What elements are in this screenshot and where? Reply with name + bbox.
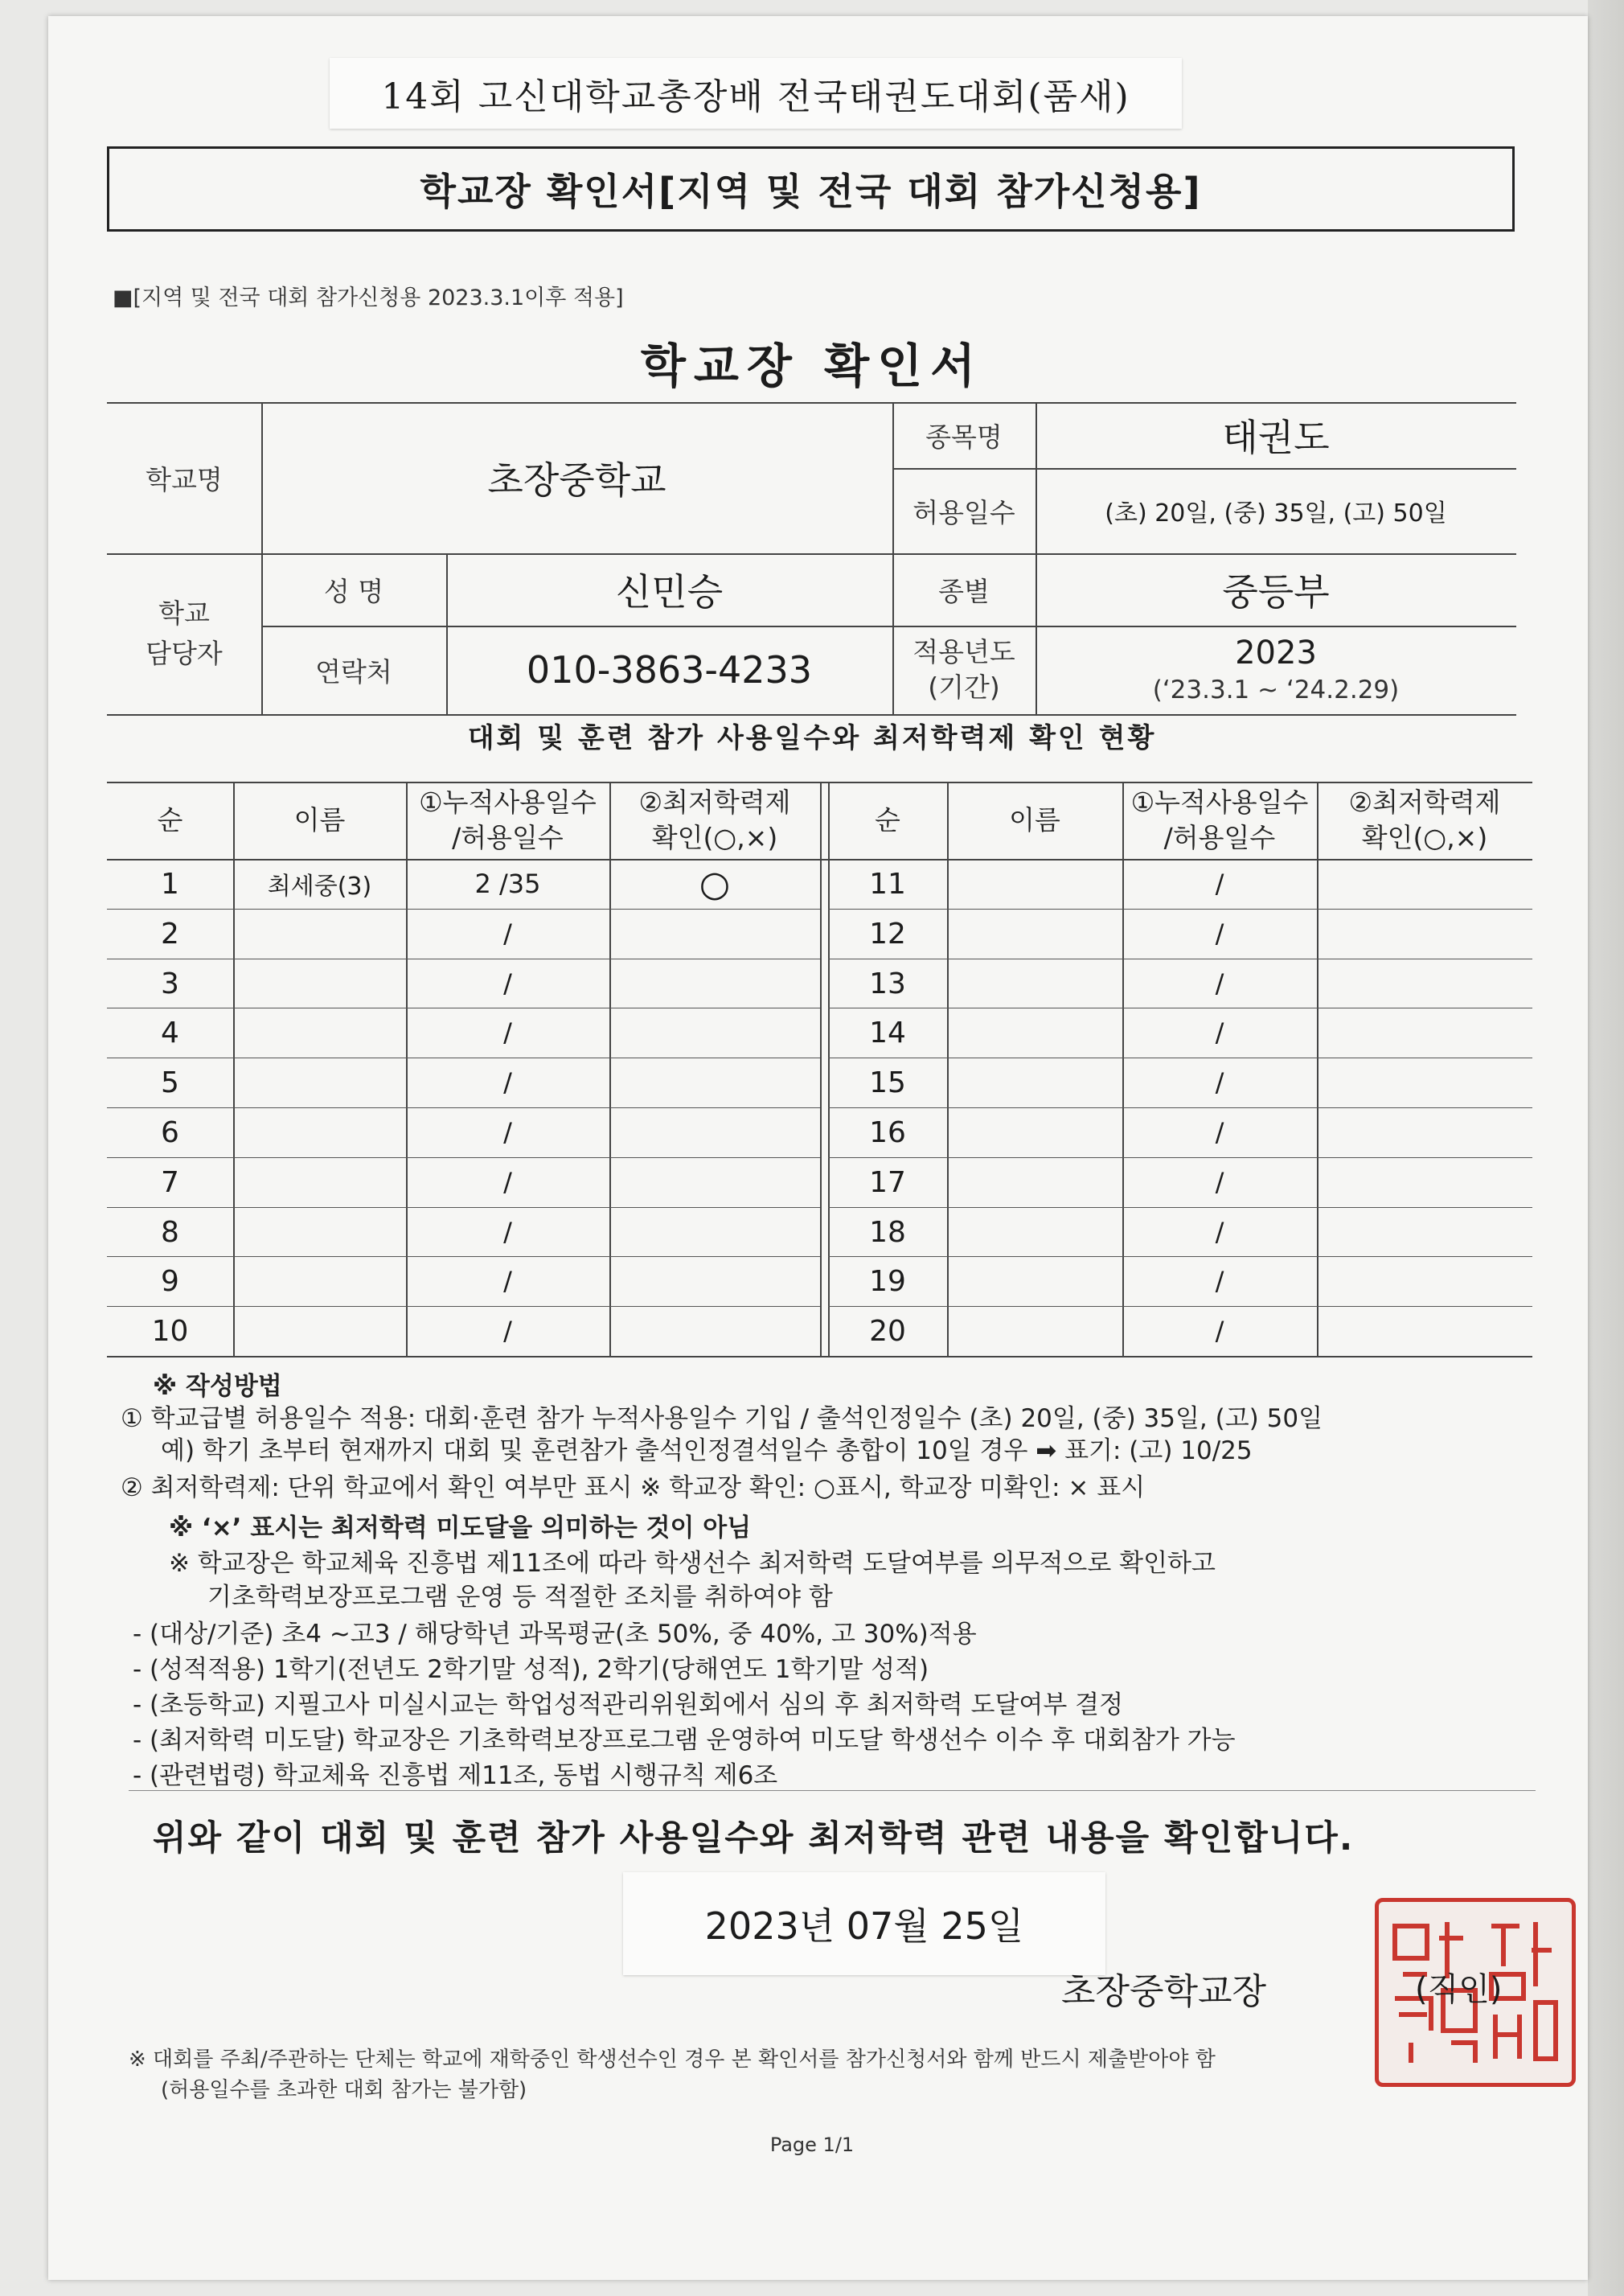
- division-value: 중등부: [1222, 570, 1330, 614]
- applicability-note: ■[지역 및 전국 대회 참가신청용 2023.3.1이후 적용]: [113, 285, 624, 310]
- left-row-3-seq: 3: [161, 967, 179, 1000]
- header-minimum-right: [1317, 782, 1532, 859]
- right-row-15-name: [947, 1058, 1122, 1107]
- right-row-11-seq: 11: [869, 867, 906, 901]
- year-period: (‘23.3.1 ~ ‘24.2.29): [1152, 676, 1400, 704]
- header-seq-right: 순: [875, 804, 900, 836]
- right-row-20-days: /: [1215, 1316, 1224, 1346]
- right-row-12-seq: 12: [869, 917, 906, 951]
- instruction-item2-line2: ※ ‘×’ 표시는 최저학력 미도달을 의미하는 것이 아님: [169, 1514, 752, 1542]
- header-minimum-left: [609, 782, 820, 859]
- left-row-4-confirmed: [609, 1008, 820, 1058]
- status-table-line: [820, 782, 822, 1356]
- right-row-18-name: [947, 1207, 1122, 1257]
- left-row-9-days: /: [503, 1266, 512, 1296]
- right-row-18-days: /: [1215, 1217, 1224, 1247]
- left-row-7-days: /: [503, 1167, 512, 1197]
- instruction-item1-line2: 예) 학기 초부터 현재까지 대회 및 훈련참가 출석인정결석일수 총합이 10일 경우 ➡ 표기: (고) 10/25: [161, 1436, 1253, 1465]
- right-row-19-days: /: [1215, 1266, 1224, 1296]
- instructions-heading: ※ 작성방법: [153, 1372, 282, 1401]
- right-row-15-days: /: [1215, 1067, 1224, 1098]
- year-value: 2023: [1235, 635, 1317, 672]
- year-cell: [1036, 626, 1516, 714]
- year-label: 적용년도 (기간): [912, 636, 1015, 703]
- footer-note-line1: ※ 대회를 주최/주관하는 단체는 학교에 재학중인 학생선수인 경우 본 확인서를 참가신청서와 함께 반드시 제출받아야 함: [129, 2048, 1216, 2072]
- right-row-17-days: /: [1215, 1167, 1224, 1197]
- header-days-left: [406, 782, 609, 859]
- page-number: Page 1/1: [769, 2134, 855, 2156]
- header-minimum-line2: 확인(○,×): [651, 822, 778, 853]
- header-minimum-line1: ②최저학력제: [1348, 787, 1501, 818]
- right-row-20-name: [947, 1306, 1122, 1356]
- right-row-19-seq: 19: [869, 1264, 906, 1298]
- header-seq-left: 순: [157, 804, 183, 836]
- left-row-10-seq: 10: [151, 1314, 189, 1348]
- right-row-17-name: [947, 1157, 1122, 1207]
- right-row-16-confirmed: [1317, 1107, 1532, 1157]
- left-row-2-confirmed: [609, 909, 820, 959]
- right-row-11-days: /: [1215, 869, 1224, 899]
- left-row-1-seq: 1: [161, 867, 179, 901]
- left-row-1-days: 2 /35: [474, 869, 541, 899]
- left-row-7-confirmed: [609, 1157, 820, 1207]
- header-days-line1: ①누적사용일수: [1130, 787, 1309, 818]
- school-label: 학교명: [146, 463, 223, 495]
- right-row-20-confirmed: [1317, 1306, 1532, 1356]
- status-table-bottom-border: [107, 1356, 1532, 1357]
- division-label: 종별: [938, 575, 990, 607]
- left-row-10-confirmed: [609, 1306, 820, 1356]
- right-row-14-confirmed: [1317, 1008, 1532, 1058]
- sport-value: 태권도: [1222, 416, 1330, 459]
- right-row-17-seq: 17: [869, 1165, 906, 1199]
- left-row-1-confirmed: ○: [699, 863, 731, 905]
- left-row-8-seq: 8: [161, 1215, 179, 1249]
- right-row-16-name: [947, 1107, 1122, 1157]
- left-row-5-days: /: [503, 1067, 512, 1098]
- instruction-bullet-2: - (성적적용) 1학기(전년도 2학기말 성적), 2학기(당해연도 1학기말 성적): [133, 1655, 929, 1684]
- name-value: 신민승: [615, 570, 724, 614]
- allowed-days-label: 허용일수: [912, 496, 1015, 528]
- left-row-2-name: [233, 909, 406, 959]
- right-row-13-confirmed: [1317, 959, 1532, 1008]
- school-value: 초장중학교: [487, 458, 666, 502]
- right-row-13-days: /: [1215, 968, 1224, 999]
- left-row-4-days: /: [503, 1017, 512, 1048]
- left-row-6-name: [233, 1107, 406, 1157]
- right-row-16-seq: 16: [869, 1115, 906, 1149]
- instruction-bullet-4: - (최저학력 미도달) 학교장은 기초학력보장프로그램 운영하여 미도달 학생선수 이수 후 대회참가 가능: [133, 1726, 1236, 1755]
- left-row-7-name: [233, 1157, 406, 1207]
- right-row-16-days: /: [1215, 1117, 1224, 1148]
- header-name-right: 이름: [1009, 804, 1060, 836]
- header-minimum-line1: ②최저학력제: [638, 787, 791, 818]
- right-row-11-confirmed: [1317, 859, 1532, 909]
- seal-label: (직인): [1415, 1971, 1503, 2008]
- right-row-18-confirmed: [1317, 1207, 1532, 1257]
- right-row-19-name: [947, 1256, 1122, 1306]
- header-minimum-line2: 확인(○,×): [1361, 822, 1488, 853]
- right-row-18-seq: 18: [869, 1215, 906, 1249]
- left-row-7-seq: 7: [161, 1165, 179, 1199]
- instruction-bullet-5: - (관련법령) 학교체육 진흥법 제11조, 동법 시행규칙 제6조: [133, 1761, 778, 1790]
- left-row-10-name: [233, 1306, 406, 1356]
- left-row-8-confirmed: [609, 1207, 820, 1257]
- instruction-item2-line3: ※ 학교장은 학교체육 진흥법 제11조에 따라 학생선수 최저학력 도달여부를 의무적으로 확인하고: [169, 1549, 1216, 1578]
- phone-label: 연락처: [315, 655, 392, 688]
- principal-title: 초장중학교장: [1061, 1971, 1267, 2012]
- left-row-2-seq: 2: [161, 917, 179, 951]
- left-row-5-name: [233, 1058, 406, 1107]
- competition-label: 14회 고신대학교총장배 전국태권도대회(품새): [330, 58, 1182, 129]
- left-row-2-days: /: [503, 918, 512, 949]
- right-row-12-confirmed: [1317, 909, 1532, 959]
- left-row-5-confirmed: [609, 1058, 820, 1107]
- right-row-13-seq: 13: [869, 967, 906, 1000]
- right-row-15-seq: 15: [869, 1066, 906, 1099]
- instructions-divider: [129, 1790, 1536, 1791]
- footer-note-line2: (허용일수를 초과한 대회 참가는 불가함): [161, 2078, 527, 2102]
- confirmation-statement: 위와 같이 대회 및 훈련 참가 사용일수와 최저학력 관련 내용을 확인합니다.: [153, 1818, 1355, 1859]
- name-label: 성 명: [323, 575, 384, 607]
- status-section-title: 대회 및 훈련 참가 사용일수와 최저학력제 확인 현황: [467, 722, 1157, 754]
- confirmation-date: 2023년 07월 25일: [623, 1872, 1105, 1975]
- header-days-line1: ①누적사용일수: [419, 787, 597, 818]
- right-row-14-name: [947, 1008, 1122, 1058]
- sport-label: 종목명: [925, 421, 1003, 453]
- left-row-3-confirmed: [609, 959, 820, 1008]
- left-row-8-days: /: [503, 1217, 512, 1247]
- left-row-9-seq: 9: [161, 1264, 179, 1298]
- right-row-11-name: [947, 859, 1122, 909]
- right-row-19-confirmed: [1317, 1256, 1532, 1306]
- document-box-title: 학교장 확인서[지역 및 전국 대회 참가신청용]: [107, 146, 1515, 232]
- main-title: 학교장 확인서: [640, 339, 984, 393]
- right-row-14-days: /: [1215, 1017, 1224, 1048]
- left-row-3-days: /: [503, 968, 512, 999]
- left-row-9-confirmed: [609, 1256, 820, 1306]
- contact-group-label: 학교 담당자: [146, 598, 223, 669]
- left-row-6-seq: 6: [161, 1115, 179, 1149]
- instruction-bullet-3: - (초등학교) 지필고사 미실시교는 학업성적관리위원회에서 심의 후 최저학력 도달여부 결정: [133, 1690, 1124, 1719]
- allowed-days-value: (초) 20일, (중) 35일, (고) 50일: [1105, 499, 1447, 528]
- right-row-20-seq: 20: [869, 1314, 906, 1348]
- right-row-13-name: [947, 959, 1122, 1008]
- instruction-bullet-1: - (대상/기준) 초4 ~고3 / 해당학년 과목평균(초 50%, 중 40%, 고 30%)적용: [133, 1620, 977, 1649]
- left-row-9-name: [233, 1256, 406, 1306]
- left-row-6-confirmed: [609, 1107, 820, 1157]
- header-days-line2: /허용일수: [1163, 822, 1276, 853]
- left-row-10-days: /: [503, 1316, 512, 1346]
- instruction-item1-line1: ① 학교급별 허용일수 적용: 대회·훈련 참가 누적사용일수 기입 / 출석인정일수 (초) 20일, (중) 35일, (고) 50일: [121, 1404, 1323, 1433]
- left-row-1-name: 최세중(3): [267, 873, 372, 901]
- left-row-3-name: [233, 959, 406, 1008]
- left-row-8-name: [233, 1207, 406, 1257]
- left-row-5-seq: 5: [161, 1066, 179, 1099]
- right-row-15-confirmed: [1317, 1058, 1532, 1107]
- left-row-4-name: [233, 1008, 406, 1058]
- right-row-12-days: /: [1215, 918, 1224, 949]
- left-row-4-seq: 4: [161, 1016, 179, 1049]
- instruction-item2-line4: 기초학력보장프로그램 운영 등 적절한 조치를 취하여야 함: [207, 1583, 833, 1612]
- right-row-14-seq: 14: [869, 1016, 906, 1049]
- header-days-right: [1122, 782, 1317, 859]
- left-row-6-days: /: [503, 1117, 512, 1148]
- instruction-item2-line1: ② 최저학력제: 단위 학교에서 확인 여부만 표시 ※ 학교장 확인: ○표시, 학교장 미확인: × 표시: [121, 1473, 1146, 1502]
- header-days-line2: /허용일수: [452, 822, 564, 853]
- right-row-12-name: [947, 909, 1122, 959]
- right-row-17-confirmed: [1317, 1157, 1532, 1207]
- phone-value: 010-3863-4233: [526, 648, 813, 692]
- header-name-left: 이름: [293, 804, 346, 836]
